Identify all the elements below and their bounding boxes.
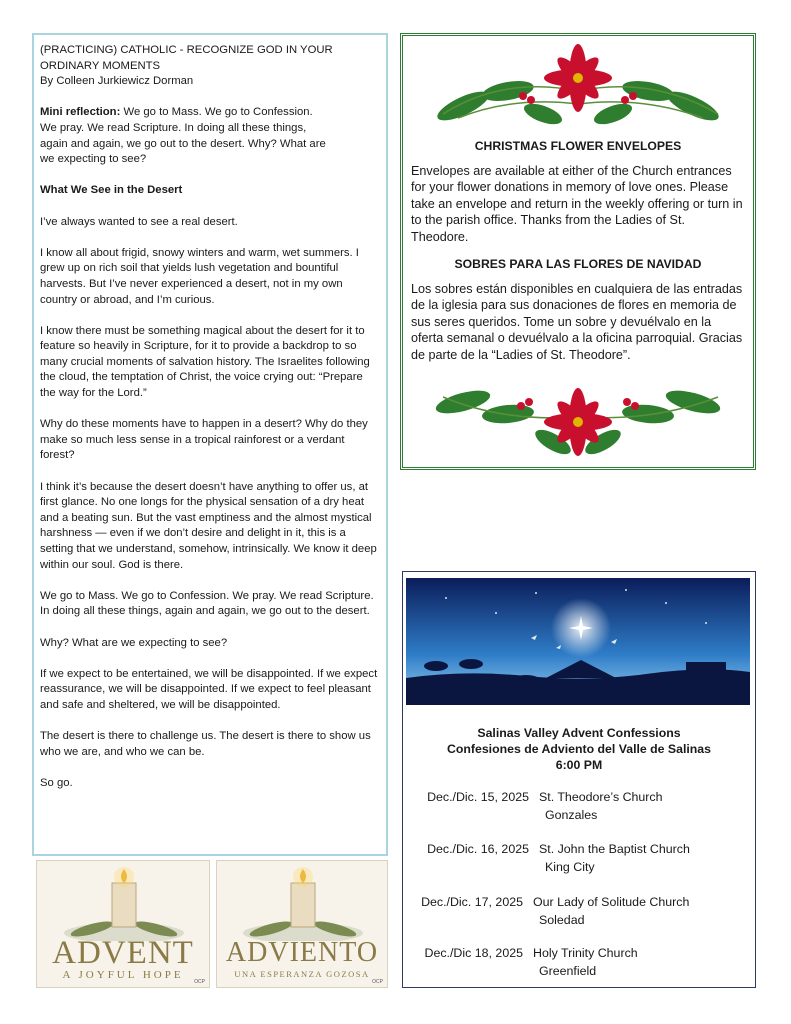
confession-city: Greenfield	[539, 963, 597, 978]
confession-date: Dec./Dic. 17, 2025	[421, 895, 523, 909]
candle-wreath-icon	[217, 861, 388, 941]
adviento-title: ADVIENTO	[225, 937, 379, 968]
article-paragraph: I know there must be something magical about the desert for it to feature so heavily in Scripture, for it to provide a backdrop to so many crucial moments of salvation history. The Israelites following the cloud, the temptation of Christ, the voice crying out: “Prepare the way for the Lord.”	[40, 324, 370, 400]
candle-wreath-icon	[37, 861, 210, 941]
flower-envelopes-panel	[400, 33, 756, 470]
confession-church: St. Theodore’s Church	[539, 790, 663, 804]
advent-title: ADVENT	[52, 935, 194, 971]
confession-city: Gonzales	[545, 807, 598, 822]
confessions-panel	[402, 571, 756, 988]
mini-line-4: we expecting to see?	[40, 153, 147, 166]
mini-line-3: again and again, we go out to the desert. Why? What are	[40, 137, 326, 150]
confession-date: Dec./Dic. 16, 2025	[427, 842, 529, 856]
article-paragraph: I know all about frigid, snowy winters and warm, wet summers. I grew up on rich soil that yields lush vegetation and bountiful harvests. But I’ve never experienced a desert, not in my own country or abroad, and I’m curious.	[40, 246, 359, 306]
article-paragraph: If we expect to be entertained, we will be disappointed. If we expect reassurance, we will be disappointed. If we expect to feel pleasant and safe and sheltered, we will be disappointed.	[40, 667, 378, 711]
flower-heading-en: CHRISTMAS FLOWER ENVELOPES	[474, 139, 682, 153]
article-paragraph: Why? What are we expecting to see?	[40, 636, 228, 649]
advent-card-en	[36, 860, 210, 988]
confession-date: Dec./Dic. 15, 2025	[427, 790, 529, 804]
advent-card-es	[216, 860, 388, 988]
flower-heading-es: SOBRES PARA LAS FLORES DE NAVIDAD	[454, 257, 702, 272]
confession-city: King City	[545, 859, 595, 874]
nativity-night-image	[406, 578, 750, 705]
article-paragraph: Why do these moments have to happen in a desert? Why do they make so much less sense in a tropical rainforest or a verdant forest?	[40, 418, 368, 462]
confession-date: Dec./Dic 18, 2025	[424, 946, 523, 960]
mini-reflection	[40, 105, 380, 167]
flower-body-en: Envelopes are available at either of the Church entrances for your flower donations in memory of love ones. Please take an envelope and return in the weekly offering or turn in to the parish office. Thanks from the Ladies of St. Theodore.	[411, 164, 743, 244]
confession-row	[409, 789, 749, 829]
confession-church: Our Lady of Solitude Church	[533, 895, 690, 909]
advent-subtitle: A JOYFUL HOPE	[62, 969, 184, 981]
article-paragraph: I’ve always wanted to see a real desert.	[40, 215, 238, 228]
adviento-subtitle: UNA ESPERANZA GOZOSA	[234, 969, 370, 979]
confession-row	[403, 945, 743, 985]
article-paragraph: So go.	[40, 776, 73, 789]
article-panel	[32, 33, 388, 856]
article-subhead: What We See in the Desert	[40, 184, 183, 197]
confession-church: St. John the Baptist Church	[539, 842, 690, 856]
confession-row	[409, 841, 749, 881]
confessions-title-es: Confesiones de Adviento del Valle de Salinas	[446, 742, 711, 756]
article-byline: By Colleen Jurkiewicz Dorman	[40, 75, 194, 88]
confession-church: Holy Trinity Church	[533, 946, 638, 960]
confession-city: Soledad	[539, 912, 585, 927]
flower-body-es: Los sobres están disponibles en cualquiera de las entradas de la iglesia para sus donaciones de flores en memoria de sus seres queridos. Tome un sobre y devuélvalo en la oferta semanal o devuélvalo a la oficina parroquial. Gracias de parte de la “Ladies of St. Theodore”.	[411, 282, 743, 362]
poinsettia-garland-top	[403, 36, 753, 132]
article-title: (PRACTICING) CATHOLIC - RECOGNIZE GOD IN YOUR ORDINARY MOMENTS	[40, 44, 333, 72]
article-paragraph: The desert is there to challenge us. The desert is there to show us who we are, and who we can be.	[40, 730, 371, 758]
confessions-time: 6:00 PM	[555, 758, 603, 772]
poinsettia-garland-bottom	[403, 372, 753, 468]
confessions-title-en: Salinas Valley Advent Confessions	[477, 726, 681, 740]
mini-line-2: We pray. We read Scripture. In doing all these things,	[40, 121, 307, 134]
article-paragraph: We go to Mass. We go to Confession. We pray. We read Scripture. In doing all these things, again and again, we go out to the desert.	[40, 589, 374, 618]
ocp-mark: OCP	[372, 979, 383, 985]
ocp-mark: OCP	[194, 979, 205, 985]
mini-reflection-label: Mini reflection:	[40, 106, 121, 119]
article-paragraph: I think it’s because the desert doesn’t have anything to offer us, at first glance. No one longs for the physical sensation of a dry heat and a beating sun. But the vast emptiness and the almost mystical harshness — even if we don’t desire and delight in it, this is a setting that we understand, somehow, intrinsically. We know it deep within our soul. God is there.	[40, 480, 377, 571]
mini-line-1: We go to Mass. We go to Confession.	[123, 106, 313, 119]
confession-row	[403, 894, 743, 934]
